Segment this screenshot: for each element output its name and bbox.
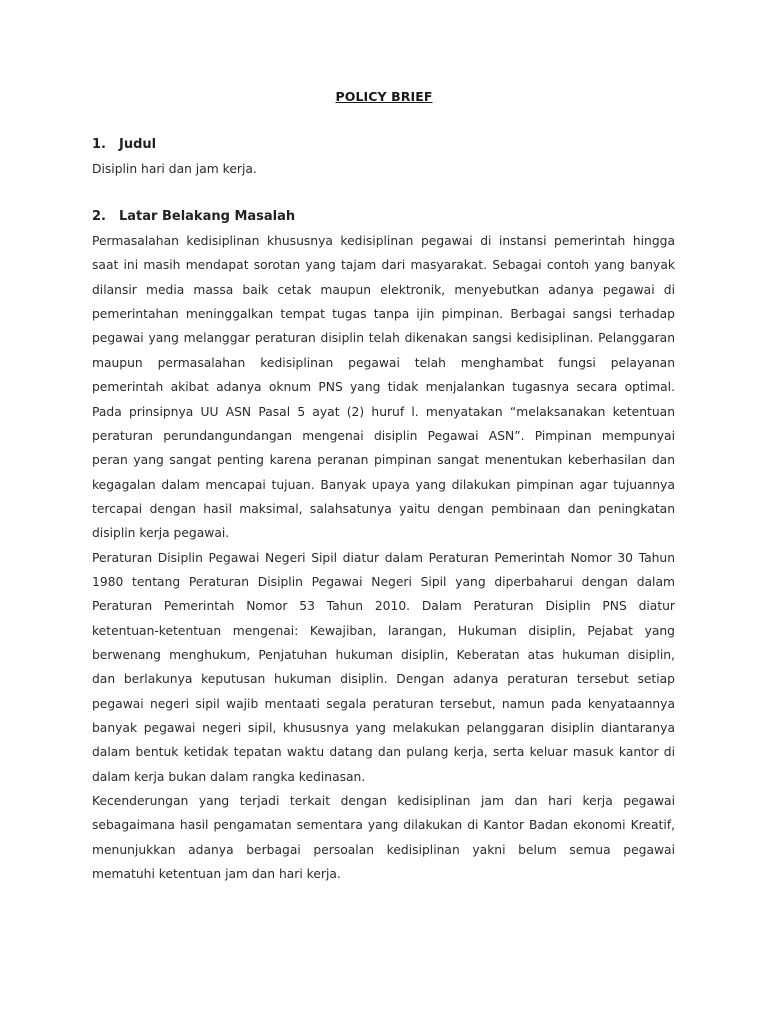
section1-text: Disiplin hari dan jam kerja. xyxy=(92,162,257,176)
body-line: peran yang sangat penting karena peranan pimpinan sangat menentukan keberhasilan dan xyxy=(92,453,675,468)
body-line: Permasalahan kedisiplinan khususnya kedisiplinan pegawai di instansi pemerintah hingga xyxy=(92,234,675,248)
section-number: 2. xyxy=(92,209,106,224)
body-line: berwenang menghukum, Penjatuhan hukuman disiplin, Keberatan atas hukuman disiplin, xyxy=(92,648,675,662)
body-line: Peraturan Disiplin Pegawai Negeri Sipil diatur dalam Peraturan Pemerintah Nomor 30 Tahun xyxy=(92,550,675,565)
body-line: banyak pegawai negeri sipil, khususnya yang melakukan pelanggaran disiplin diantaranya xyxy=(92,721,675,735)
body-line: peraturan perundangundangan mengenai disiplin Pegawai ASN”. Pimpinan mempunyai xyxy=(92,428,675,443)
body-line: maupun permasalahan kedisiplinan pegawai telah menghambat fungsi pelayanan xyxy=(92,355,675,370)
body-line: pegawai negeri sipil wajib mentaati segala peraturan tersebut, namun pada kenyataannya xyxy=(92,696,675,711)
body-line: dan berlakunya keputusan hukuman disiplin. Dengan adanya peraturan tersebut setiap xyxy=(92,672,675,687)
body-line: dalam bentuk ketidak tepatan waktu datang dan pulang kerja, serta keluar masuk kantor di xyxy=(92,745,675,760)
body-line: pemerintah akibat adanya oknum PNS yang tidak menjalankan tugasnya secara optimal. xyxy=(92,380,675,395)
body-line: disiplin kerja pegawai. xyxy=(92,526,230,541)
section-heading-text: Latar Belakang Masalah xyxy=(119,209,296,224)
body-line: Pada prinsipnya UU ASN Pasal 5 ayat (2) huruf l. menyatakan “melaksanakan ketentuan xyxy=(92,404,675,419)
body-line: sebagaimana hasil pengamatan sementara yang dilakukan di Kantor Badan ekonomi Kreatif, xyxy=(92,818,675,833)
body-line: Peraturan Pemerintah Nomor 53 Tahun 2010. Dalam Peraturan Disiplin PNS diatur xyxy=(92,599,675,614)
section-number: 1. xyxy=(92,137,106,152)
body-line: saat ini masih mendapat sorotan yang tajam dari masyarakat. Sebagai contoh yang banyak xyxy=(92,258,675,273)
body-line: 1980 tentang Peraturan Disiplin Pegawai Negeri Sipil yang diperbaharui dengan dalam xyxy=(92,574,675,589)
section-heading-latar-belakang xyxy=(92,209,295,224)
body-line: Kecenderungan yang terjadi terkait dengan kedisiplinan jam dan hari kerja pegawai xyxy=(92,794,675,809)
document-title: POLICY BRIEF xyxy=(335,89,433,104)
body-line: dilansir media massa baik cetak maupun elektronik, menyebutkan adanya pegawai di xyxy=(92,282,675,297)
body-line: pemerintahan meninggalkan tempat tugas tanpa ijin pimpinan. Berbagai sangsi terhadap xyxy=(92,307,675,322)
body-line: pegawai yang melanggar peraturan disiplin telah dikenakan sangsi kedisiplinan. Pelanggaran xyxy=(92,331,675,346)
body-line: menunjukkan adanya berbagai persoalan kedisiplinan yakni belum semua pegawai xyxy=(92,842,675,857)
body-line: mematuhi ketentuan jam dan hari kerja. xyxy=(92,867,341,882)
section-heading-judul xyxy=(92,137,156,152)
body-line: dalam kerja bukan dalam rangka kedinasan. xyxy=(92,769,366,784)
body-line: tercapai dengan hasil maksimal, salahsatunya yaitu dengan pembinaan dan peningkatan xyxy=(92,501,675,516)
body-line: ketentuan-ketentuan mengenai: Kewajiban, larangan, Hukuman disiplin, Pejabat yang xyxy=(92,623,675,638)
section-heading-text: Judul xyxy=(119,137,157,152)
body-line: kegagalan dalam mencapai tujuan. Banyak upaya yang dilakukan pimpinan agar tujuannya xyxy=(92,477,675,492)
